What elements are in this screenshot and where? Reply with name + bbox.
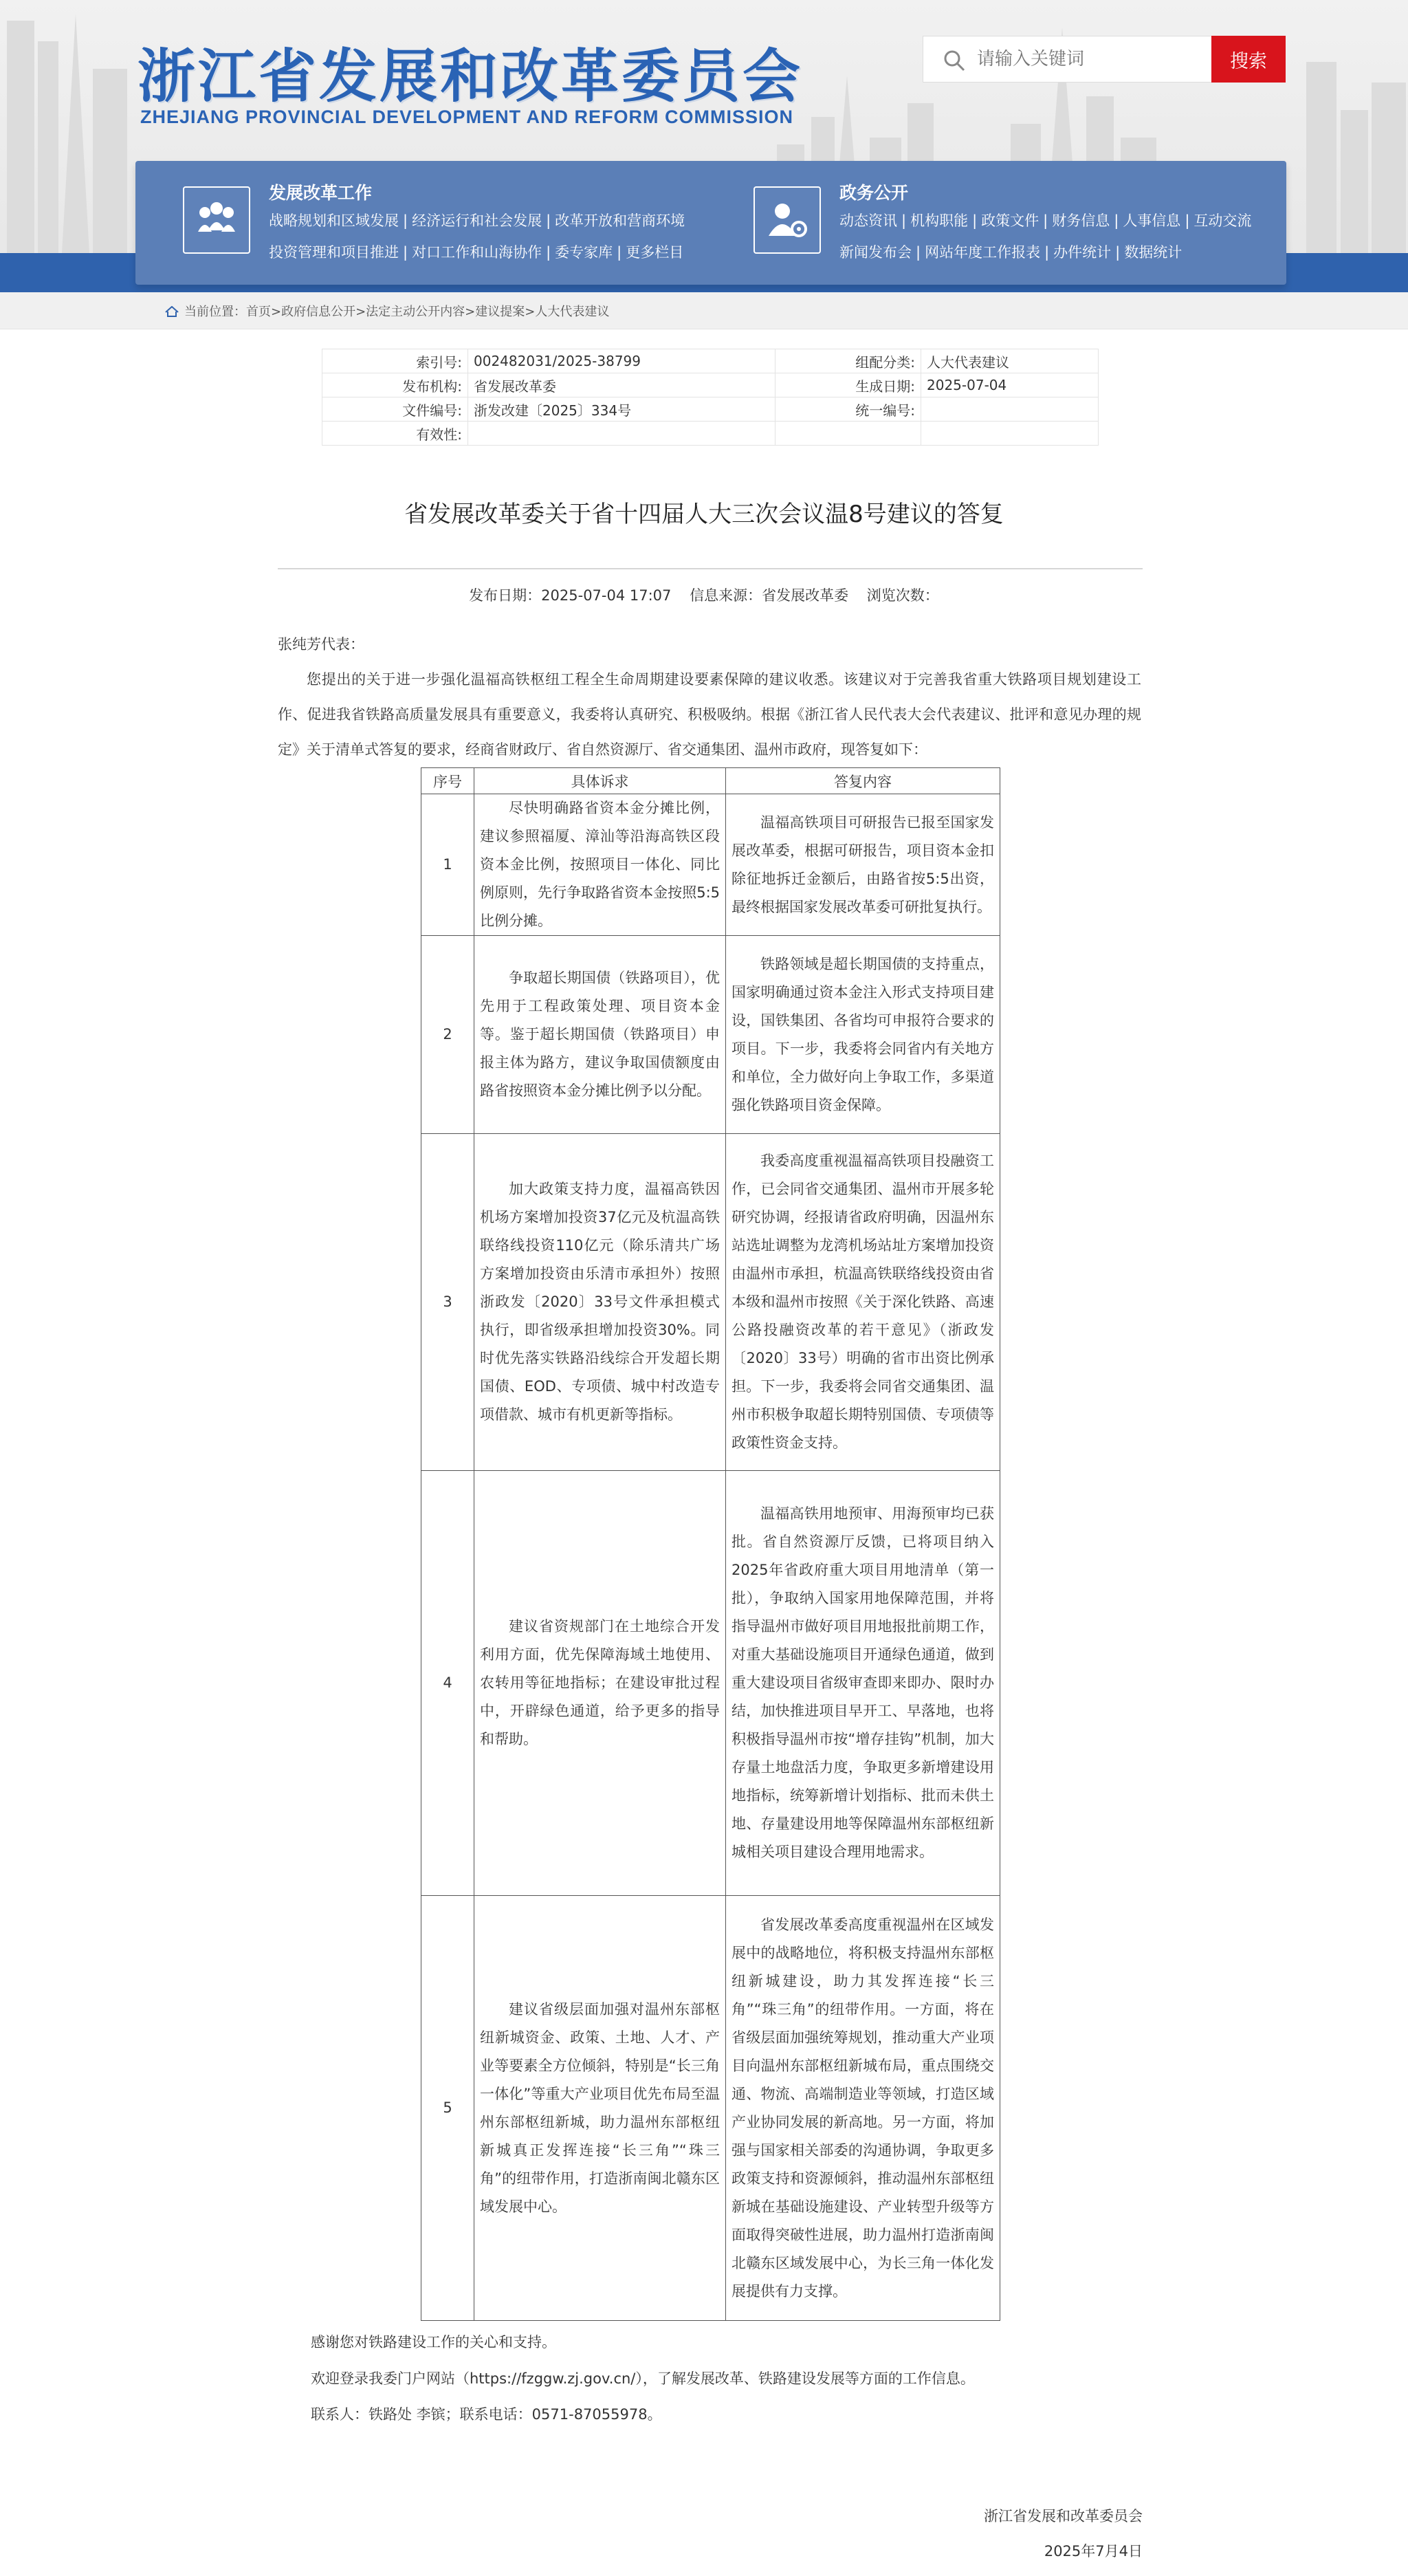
request-text: 争取超长期国债（铁路项目），优先用于工程政策处理、项目资本金等。鉴于超长期国债（铁路项目）申报主体为路方，建议争取国债额度由路省按照资本金分摊比例予以分配。 [480,970,720,1099]
gov-affairs-icon [754,186,821,254]
breadcrumb-path[interactable]: 首页>政府信息公开>法定主动公开内容>建议提案>人大代表建议 [246,305,610,319]
site-logo-english[interactable]: ZHEJIANG PROVINCIAL DEVELOPMENT AND REFORM COMMISSION [140,107,794,127]
row-number: 4 [421,1471,474,1896]
reply-text: 温福高铁项目可研报告已报至国家发展改革委，根据可研报告，项目资本金扣除征地拆迁金额后，由路省按5:5出资，最终根据国家发展改革委可研批复执行。 [732,814,994,915]
reply-text: 温福高铁用地预审、用海预审均已获批。省自然资源厅反馈，已将项目纳入2025年省政府重大项目用地清单（第一批），争取纳入国家用地保障范围，并将指导温州市做好项目用地报批前期工作，对重大基础设施项目开通绿色通道，做到重大建设项目省级审查即来即办、限时办结，加快推进项目早开工、早落地，也将积极指导温州市按“增存挂钩”机制，加大存量土地盘活力度，争取更多新增建设用地指标，统筹新增计划指标、批而未供土地、存量建设用地等保障温州东部枢纽新城相关项目建设合理用地需求。 [732,1505,994,1860]
nav-link[interactable]: 机构职能 [910,212,969,229]
row-number: 2 [421,936,474,1134]
row-number: 1 [421,794,474,936]
meta-value: 002482031/2025-38799 [468,349,776,373]
meta-label: 发布机构: [322,373,468,397]
table-header-row [421,768,1000,794]
table-row [421,1134,1000,1471]
article-info: 发布日期：2025-07-04 17:07 信息来源：省发展改革委 浏览次数： [469,587,939,604]
reply-text: 我委高度重视温福高铁项目投融资工作，已会同省交通集团、温州市开展多轮研究协调，经报请省政府明确，因温州东站选址调整为龙湾机场站址方案增加投资由温州市承担，杭温高铁联络线投资由省本级和温州市按照《关于深化铁路、高速公路投融资改革的若干意见》（浙政发〔2020〕33号）明确的省市出资比例承担。下一步，我委将会同省交通集团、温州市积极争取超长期特别国债、专项债等政策性资金支持。 [732,1153,994,1451]
request-text: 尽快明确路省资本金分摊比例，建议参照福厦、漳汕等沿海高铁区段资本金比例，按照项目一体化、同比例原则，先行争取路省资本金按照5:5比例分摊。 [480,800,720,929]
nav-link[interactable]: 互动交流 [1194,212,1252,229]
table-row [421,1471,1000,1896]
meta-label: 有效性: [322,422,468,446]
signature-org: 浙江省发展和改革委员会 [984,2508,1143,2524]
reply-text: 省发展改革委高度重视温州在区域发展中的战略地位，将积极支持温州东部枢纽新城建设，助力其发挥连接“长三角”“珠三角”的纽带作用。一方面，将在省级层面加强统筹规划，推动重大产业项目向温州东部枢纽新城布局，重点围绕交通、物流、高端制造业等领域，打造区域产业协同发展的新高地。另一方面，将加强与国家相关部委的沟通协调，争取更多政策支持和资源倾斜，推动温州东部枢纽新城在基础设施建设、产业转型升级等方面取得突破性进展，助力温州打造浙南闽北赣东区域发展中心，为长三角一体化发展提供有力支撑。 [732,1916,994,2300]
breadcrumb-bar [0,292,1408,329]
closing-website: 欢迎登录我委门户网站（https://fzggw.zj.gov.cn/），了解发展改革、铁路建设发展等方面的工作信息。 [311,2370,975,2387]
closing-contact: 联系人：铁路处 李镔；联系电话：0571-87055978。 [311,2406,662,2423]
column-header: 答复内容 [726,768,1000,794]
search-input[interactable] [977,36,1204,82]
request-cell [474,1471,726,1896]
column-header: 具体诉求 [474,768,726,794]
nav-link[interactable]: 人事信息 [1123,212,1181,229]
nav-gov-links-row2: 新闻发布会 | 网站年度工作报表 | 办件统计 | 数据统计 [839,244,1182,261]
nav-reform-title[interactable]: 发展改革工作 [269,183,373,203]
reply-table [421,767,1000,2321]
nav-link[interactable]: 委专家库 [555,244,613,261]
meta-label: 索引号: [322,349,468,373]
table-row [421,936,1000,1134]
meta-label: 文件编号: [322,397,468,422]
meta-value [921,397,1099,422]
nav-reform-links-row2: 投资管理和项目推进 | 对口工作和山海协作 | 委专家库 | 更多栏目 [269,244,684,261]
site-header [0,0,1408,292]
meta-value: 人大代表建议 [921,349,1099,373]
meta-label: 生成日期: [776,373,921,397]
nav-link[interactable]: 经济运行和社会发展 [412,212,542,229]
nav-link[interactable]: 更多栏目 [626,244,684,261]
meta-value: 浙发改建〔2025〕334号 [468,397,776,422]
nav-link[interactable]: 对口工作和山海协作 [412,244,542,261]
reply-cell [726,1134,1000,1471]
column-header: 序号 [421,768,474,794]
home-icon [165,306,179,317]
search-button[interactable]: 搜索 [1211,36,1286,83]
search-box [923,36,1213,83]
main-nav-panel [135,161,1286,285]
meta-empty [776,422,921,446]
nav-link[interactable]: 办件统计 [1053,244,1112,261]
request-text: 建议省资规部门在土地综合开发利用方面，优先保障海域土地使用、农转用等征地指标；在建设审批过程中，开辟绿色通道，给予更多的指导和帮助。 [480,1618,720,1747]
nav-link[interactable]: 投资管理和项目推进 [269,244,399,261]
nav-link[interactable]: 网站年度工作报表 [925,244,1041,261]
reply-cell [726,1896,1000,2321]
closing-thanks: 感谢您对铁路建设工作的关心和支持。 [311,2334,556,2350]
meta-value [468,422,776,446]
meta-label: 统一编号: [776,397,921,422]
row-number: 5 [421,1896,474,2321]
table-row [421,794,1000,936]
nav-gov-title[interactable]: 政务公开 [839,183,909,203]
meta-value: 省发展改革委 [468,373,776,397]
nav-link[interactable]: 改革开放和营商环境 [555,212,685,229]
breadcrumb [165,302,609,320]
nav-gov-links-row1: 动态资讯 | 机构职能 | 政策文件 | 财务信息 | 人事信息 | 互动交流 [839,212,1252,229]
meta-empty [921,422,1099,446]
site-logo-chinese[interactable]: 浙江省发展和改革委员会 [138,43,804,110]
signature-date: 2025年7月4日 [1044,2543,1143,2559]
breadcrumb-label: 当前位置： [184,305,246,319]
request-cell [474,936,726,1134]
request-text: 建议省级层面加强对温州东部枢纽新城资金、政策、土地、人才、产业等要素全方位倾斜，特别是“长三角一体化”等重大产业项目优先布局至温州东部枢纽新城，助力温州东部枢纽新城真正发挥连接“长三角”“珠三角”的纽带作用，打造浙南闽北赣东区域发展中心。 [480,2000,720,2215]
reform-work-icon [183,186,250,254]
request-cell [474,1896,726,2321]
nav-link[interactable]: 战略规划和区域发展 [269,212,399,229]
reply-text: 铁路领域是超长期国债的支持重点，国家明确通过资本金注入形式支持项目建设，国铁集团、各省均可申报符合要求的项目。下一步，我委将会同省内有关地方和单位，全力做好向上争取工作，多渠道强化铁路项目资金保障。 [732,955,994,1113]
nav-link[interactable]: 政策文件 [981,212,1040,229]
reply-cell [726,1471,1000,1896]
intro-paragraph: 您提出的关于进一步强化温福高铁枢纽工程全生命周期建设要素保障的建议收悉。该建议对于完善我省重大铁路项目规划建设工作、促进我省铁路高质量发展具有重要意义，我委将认真研究、积极吸纳。根据《浙江省人民代表大会代表建议、批评和意见办理的规定》关于清单式答复的要求，经商省财政厅、省自然资源厅、省交通集团、温州市政府，现答复如下： [278,671,1141,758]
reply-cell [726,794,1000,936]
meta-label: 组配分类: [776,349,921,373]
page-title: 省发展改革委关于省十四届人大三次会议温8号建议的答复 [404,501,1004,528]
reply-cell [726,936,1000,1134]
table-row [421,1896,1000,2321]
request-cell [474,794,726,936]
nav-link[interactable]: 动态资讯 [839,212,897,229]
search-icon [943,49,966,72]
nav-reform-links-row1: 战略规划和区域发展 | 经济运行和社会发展 | 改革开放和营商环境 [269,212,685,229]
request-text: 加大政策支持力度，温福高铁因机场方案增加投资37亿元及杭温高铁联络线投资110亿元（除乐清共广场方案增加投资由乐清市承担外）按照浙政发〔2020〕33号文件承担模式执行，即省级承担增加投资30%。同时优先落实铁路沿线综合开发超长期国债、EOD、专项债、城中村改造专项借款、城市有机更新等指标。 [480,1181,720,1423]
nav-link[interactable]: 新闻发布会 [839,244,912,261]
nav-link[interactable]: 数据统计 [1124,244,1182,261]
document-meta-table [322,349,1099,446]
request-cell [474,1134,726,1471]
greeting: 张纯芳代表： [278,636,364,653]
title-divider [278,568,1143,569]
row-number: 3 [421,1134,474,1471]
nav-link[interactable]: 财务信息 [1052,212,1110,229]
meta-value: 2025-07-04 [921,373,1099,397]
